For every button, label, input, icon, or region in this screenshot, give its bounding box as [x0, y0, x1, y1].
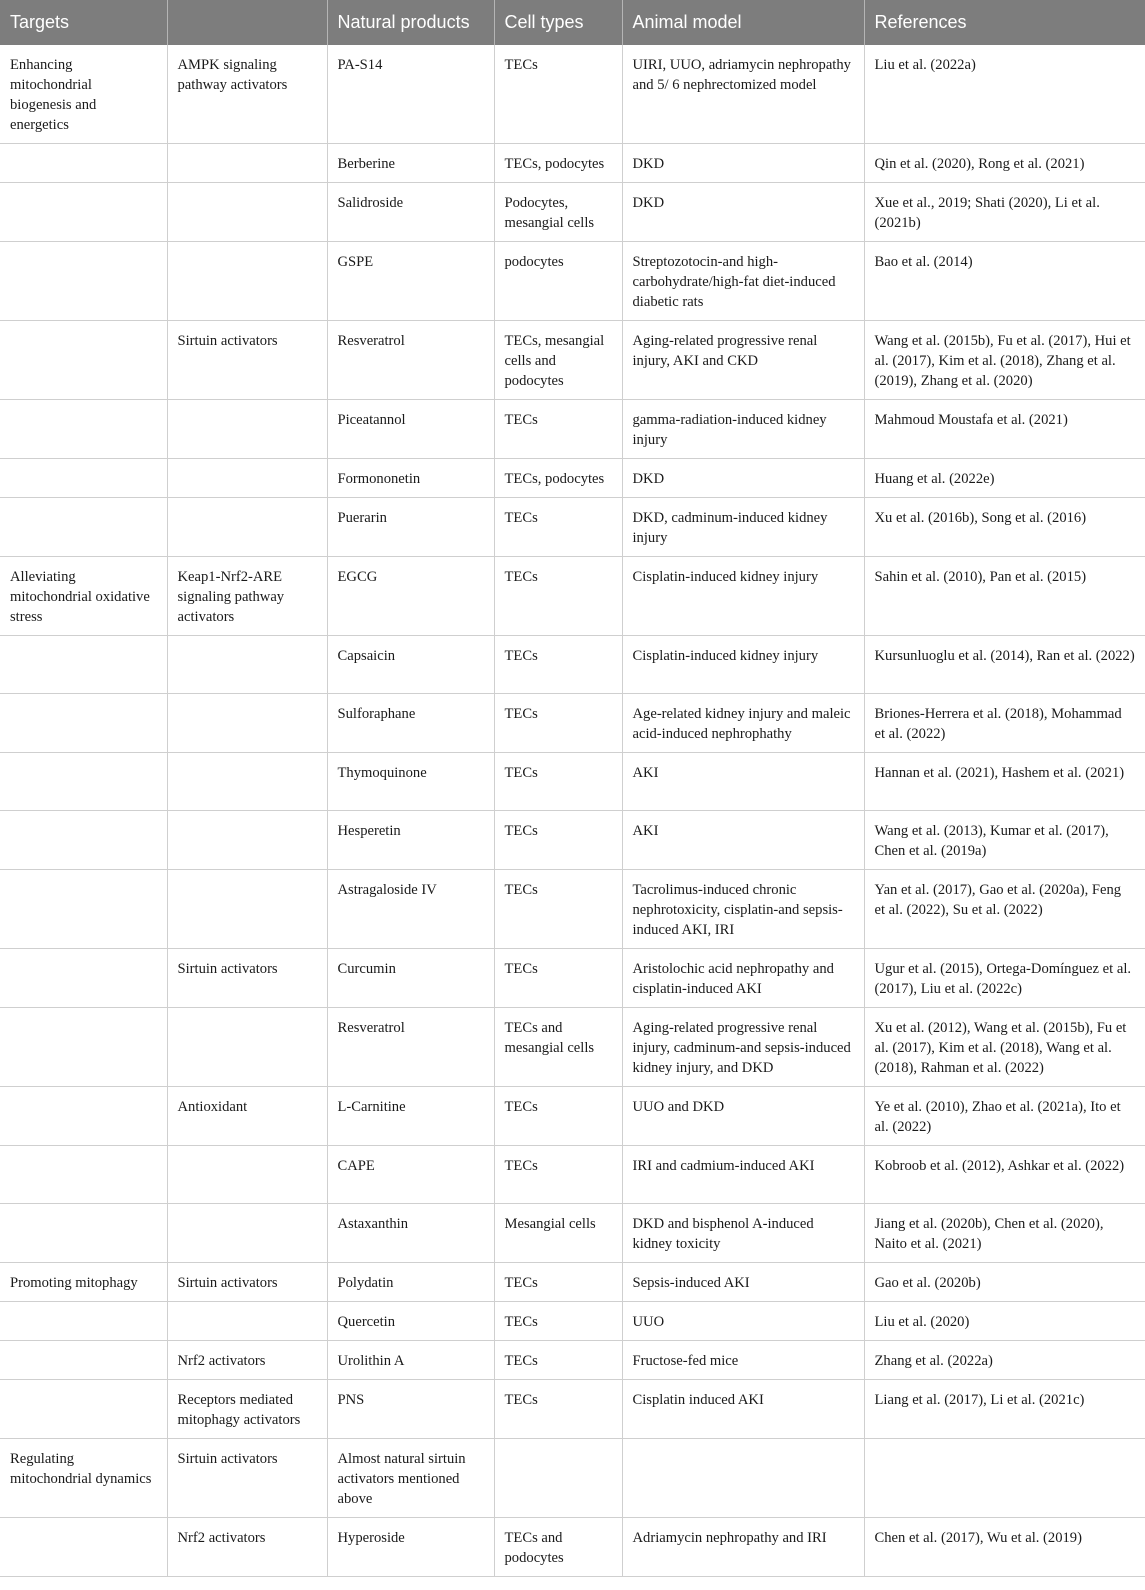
natural-product-cell: Almost natural sirtuin activators mentioned above [327, 1439, 494, 1518]
target-cell [0, 870, 167, 949]
table-row [0, 1087, 1145, 1146]
target-cell [0, 949, 167, 1008]
target-cell: Regulating mitochondrial dynamics [0, 1439, 167, 1518]
target-cell [0, 1302, 167, 1341]
cell-type-cell: TECs [494, 1380, 622, 1439]
target-cell [0, 242, 167, 321]
target-cell [0, 400, 167, 459]
reference-cell: Mahmoud Moustafa et al. (2021) [864, 400, 1145, 459]
target-cell [0, 1341, 167, 1380]
target-cell: Enhancing mitochondrial biogenesis and energetics [0, 45, 167, 144]
animal-model-cell: UUO [622, 1302, 864, 1341]
table-row [0, 1439, 1145, 1518]
cell-type-cell: Mesangial cells [494, 1204, 622, 1263]
subtarget-cell [167, 1302, 327, 1341]
target-cell [0, 1204, 167, 1263]
subtarget-cell: Nrf2 activators [167, 1341, 327, 1380]
reference-cell: Huang et al. (2022e) [864, 459, 1145, 498]
animal-model-cell: Streptozotocin-and high-carbohydrate/high-fat diet-induced diabetic rats [622, 242, 864, 321]
subtarget-cell [167, 1008, 327, 1087]
animal-model-cell: Cisplatin induced AKI [622, 1380, 864, 1439]
natural-product-cell: Thymoquinone [327, 753, 494, 811]
natural-product-cell: Hesperetin [327, 811, 494, 870]
table-row [0, 321, 1145, 400]
animal-model-cell: Age-related kidney injury and maleic acid-induced nephrophathy [622, 694, 864, 753]
subtarget-cell [167, 694, 327, 753]
table-row [0, 45, 1145, 144]
table-row [0, 1204, 1145, 1263]
reference-cell: Wang et al. (2013), Kumar et al. (2017), Chen et al. (2019a) [864, 811, 1145, 870]
reference-cell: Xu et al. (2012), Wang et al. (2015b), Fu et al. (2017), Kim et al. (2018), Wang et al. (2018), Rahman et al. (2022) [864, 1008, 1145, 1087]
subtarget-cell [167, 636, 327, 694]
target-cell [0, 321, 167, 400]
reference-cell [864, 1439, 1145, 1518]
reference-cell: Briones-Herrera et al. (2018), Mohammad et al. (2022) [864, 694, 1145, 753]
cell-type-cell: podocytes [494, 242, 622, 321]
animal-model-cell: IRI and cadmium-induced AKI [622, 1146, 864, 1204]
table-row [0, 1263, 1145, 1302]
subtarget-cell: Sirtuin activators [167, 321, 327, 400]
animal-model-cell: Cisplatin-induced kidney injury [622, 636, 864, 694]
table-row [0, 183, 1145, 242]
reference-cell: Liu et al. (2020) [864, 1302, 1145, 1341]
target-cell: Promoting mitophagy [0, 1263, 167, 1302]
animal-model-cell [622, 1439, 864, 1518]
natural-product-cell: GSPE [327, 242, 494, 321]
natural-product-cell: Puerarin [327, 498, 494, 557]
subtarget-cell [167, 459, 327, 498]
animal-model-cell: Aristolochic acid nephropathy and cisplatin-induced AKI [622, 949, 864, 1008]
cell-type-cell: TECs [494, 636, 622, 694]
natural-product-cell: PNS [327, 1380, 494, 1439]
table-row [0, 949, 1145, 1008]
animal-model-cell: Aging-related progressive renal injury, AKI and CKD [622, 321, 864, 400]
cell-type-cell: TECs [494, 870, 622, 949]
table-row [0, 1302, 1145, 1341]
target-cell: Alleviating mitochondrial oxidative stress [0, 557, 167, 636]
table-row [0, 459, 1145, 498]
subtarget-cell: Nrf2 activators [167, 1518, 327, 1577]
cell-type-cell: TECs [494, 45, 622, 144]
header-row [0, 0, 1145, 45]
cell-type-cell: TECs and mesangial cells [494, 1008, 622, 1087]
cell-type-cell: TECs [494, 1302, 622, 1341]
natural-product-cell: Quercetin [327, 1302, 494, 1341]
animal-model-cell: UIRI, UUO, adriamycin nephropathy and 5/ 6 nephrectomized model [622, 45, 864, 144]
reference-cell: Xue et al., 2019; Shati (2020), Li et al. (2021b) [864, 183, 1145, 242]
subtarget-cell: Antioxidant [167, 1087, 327, 1146]
table-row [0, 400, 1145, 459]
reference-cell: Zhang et al. (2022a) [864, 1341, 1145, 1380]
reference-cell: Qin et al. (2020), Rong et al. (2021) [864, 144, 1145, 183]
table-row [0, 557, 1145, 636]
cell-type-cell: TECs [494, 1146, 622, 1204]
target-cell [0, 144, 167, 183]
animal-model-cell: DKD [622, 183, 864, 242]
reference-cell: Wang et al. (2015b), Fu et al. (2017), Hui et al. (2017), Kim et al. (2018), Zhang et al. (2019), Zhang et al. (2020) [864, 321, 1145, 400]
table-row [0, 1146, 1145, 1204]
subtarget-cell [167, 242, 327, 321]
header-natural-products: Natural products [327, 0, 494, 45]
reference-cell: Bao et al. (2014) [864, 242, 1145, 321]
animal-model-cell: Fructose-fed mice [622, 1341, 864, 1380]
animal-model-cell: Sepsis-induced AKI [622, 1263, 864, 1302]
natural-product-cell: Piceatannol [327, 400, 494, 459]
table-body [0, 45, 1145, 1577]
animal-model-cell: DKD and bisphenol A-induced kidney toxicity [622, 1204, 864, 1263]
animal-model-cell: Tacrolimus-induced chronic nephrotoxicity, cisplatin-and sepsis-induced AKI, IRI [622, 870, 864, 949]
natural-product-cell: L-Carnitine [327, 1087, 494, 1146]
cell-type-cell: TECs [494, 694, 622, 753]
natural-product-cell: Formononetin [327, 459, 494, 498]
target-cell [0, 1008, 167, 1087]
cell-type-cell: TECs [494, 1087, 622, 1146]
animal-model-cell: DKD, cadminum-induced kidney injury [622, 498, 864, 557]
natural-product-cell: Polydatin [327, 1263, 494, 1302]
subtarget-cell [167, 400, 327, 459]
subtarget-cell [167, 183, 327, 242]
target-cell [0, 498, 167, 557]
natural-product-cell: Resveratrol [327, 321, 494, 400]
target-cell [0, 459, 167, 498]
table-row [0, 1341, 1145, 1380]
header-references: References [864, 0, 1145, 45]
reference-cell: Ye et al. (2010), Zhao et al. (2021a), Ito et al. (2022) [864, 1087, 1145, 1146]
table-row [0, 144, 1145, 183]
reference-cell: Jiang et al. (2020b), Chen et al. (2020), Naito et al. (2021) [864, 1204, 1145, 1263]
table-row [0, 753, 1145, 811]
table-row [0, 242, 1145, 321]
target-cell [0, 694, 167, 753]
table-row [0, 811, 1145, 870]
cell-type-cell: TECs [494, 753, 622, 811]
natural-product-cell: Astaxanthin [327, 1204, 494, 1263]
natural-product-cell: Curcumin [327, 949, 494, 1008]
header-cell-types: Cell types [494, 0, 622, 45]
target-cell [0, 183, 167, 242]
animal-model-cell: UUO and DKD [622, 1087, 864, 1146]
reference-cell: Hannan et al. (2021), Hashem et al. (2021) [864, 753, 1145, 811]
cell-type-cell: TECs, mesangial cells and podocytes [494, 321, 622, 400]
subtarget-cell: Sirtuin activators [167, 1439, 327, 1518]
reference-cell: Chen et al. (2017), Wu et al. (2019) [864, 1518, 1145, 1577]
header-animal-model: Animal model [622, 0, 864, 45]
target-cell [0, 1146, 167, 1204]
animal-model-cell: gamma-radiation-induced kidney injury [622, 400, 864, 459]
reference-cell: Xu et al. (2016b), Song et al. (2016) [864, 498, 1145, 557]
subtarget-cell [167, 144, 327, 183]
reference-cell: Liu et al. (2022a) [864, 45, 1145, 144]
target-cell [0, 636, 167, 694]
table-row [0, 1518, 1145, 1577]
animal-model-cell: DKD [622, 144, 864, 183]
reference-cell: Liang et al. (2017), Li et al. (2021c) [864, 1380, 1145, 1439]
cell-type-cell: TECs, podocytes [494, 459, 622, 498]
cell-type-cell: TECs [494, 498, 622, 557]
natural-product-cell: Hyperoside [327, 1518, 494, 1577]
cell-type-cell: TECs [494, 1263, 622, 1302]
table-row [0, 636, 1145, 694]
subtarget-cell [167, 498, 327, 557]
target-cell [0, 811, 167, 870]
cell-type-cell: TECs and podocytes [494, 1518, 622, 1577]
subtarget-cell: Sirtuin activators [167, 1263, 327, 1302]
cell-type-cell: TECs [494, 400, 622, 459]
subtarget-cell [167, 870, 327, 949]
natural-product-cell: EGCG [327, 557, 494, 636]
animal-model-cell: Adriamycin nephropathy and IRI [622, 1518, 864, 1577]
cell-type-cell: TECs [494, 949, 622, 1008]
cell-type-cell: TECs [494, 1341, 622, 1380]
target-cell [0, 1380, 167, 1439]
subtarget-cell [167, 753, 327, 811]
reference-cell: Ugur et al. (2015), Ortega-Domínguez et al. (2017), Liu et al. (2022c) [864, 949, 1145, 1008]
cell-type-cell: Podocytes, mesangial cells [494, 183, 622, 242]
natural-product-cell: Berberine [327, 144, 494, 183]
reference-cell: Gao et al. (2020b) [864, 1263, 1145, 1302]
table-row [0, 1008, 1145, 1087]
reference-cell: Kobroob et al. (2012), Ashkar et al. (2022) [864, 1146, 1145, 1204]
animal-model-cell: DKD [622, 459, 864, 498]
animal-model-cell: AKI [622, 753, 864, 811]
subtarget-cell: Keap1-Nrf2-ARE signaling pathway activators [167, 557, 327, 636]
reference-cell: Sahin et al. (2010), Pan et al. (2015) [864, 557, 1145, 636]
target-cell [0, 1518, 167, 1577]
reference-cell: Kursunluoglu et al. (2014), Ran et al. (2022) [864, 636, 1145, 694]
header-subtarget [167, 0, 327, 45]
table-row [0, 870, 1145, 949]
cell-type-cell: TECs [494, 557, 622, 636]
cell-type-cell: TECs [494, 811, 622, 870]
subtarget-cell: Receptors mediated mitophagy activators [167, 1380, 327, 1439]
target-cell [0, 753, 167, 811]
animal-model-cell: Cisplatin-induced kidney injury [622, 557, 864, 636]
animal-model-cell: AKI [622, 811, 864, 870]
cell-type-cell [494, 1439, 622, 1518]
natural-product-cell: Capsaicin [327, 636, 494, 694]
table-row [0, 1380, 1145, 1439]
subtarget-cell [167, 1146, 327, 1204]
animal-model-cell: Aging-related progressive renal injury, cadminum-and sepsis-induced kidney injury, and DKD [622, 1008, 864, 1087]
reference-cell: Yan et al. (2017), Gao et al. (2020a), Feng et al. (2022), Su et al. (2022) [864, 870, 1145, 949]
natural-product-cell: Urolithin A [327, 1341, 494, 1380]
header-targets: Targets [0, 0, 167, 45]
natural-product-cell: Resveratrol [327, 1008, 494, 1087]
natural-product-cell: Sulforaphane [327, 694, 494, 753]
natural-product-cell: PA-S14 [327, 45, 494, 144]
natural-product-cell: Salidroside [327, 183, 494, 242]
subtarget-cell: Sirtuin activators [167, 949, 327, 1008]
table-row [0, 498, 1145, 557]
subtarget-cell [167, 1204, 327, 1263]
subtarget-cell [167, 811, 327, 870]
natural-product-cell: Astragaloside IV [327, 870, 494, 949]
subtarget-cell: AMPK signaling pathway activators [167, 45, 327, 144]
natural-product-cell: CAPE [327, 1146, 494, 1204]
target-cell [0, 1087, 167, 1146]
cell-type-cell: TECs, podocytes [494, 144, 622, 183]
table-row [0, 694, 1145, 753]
